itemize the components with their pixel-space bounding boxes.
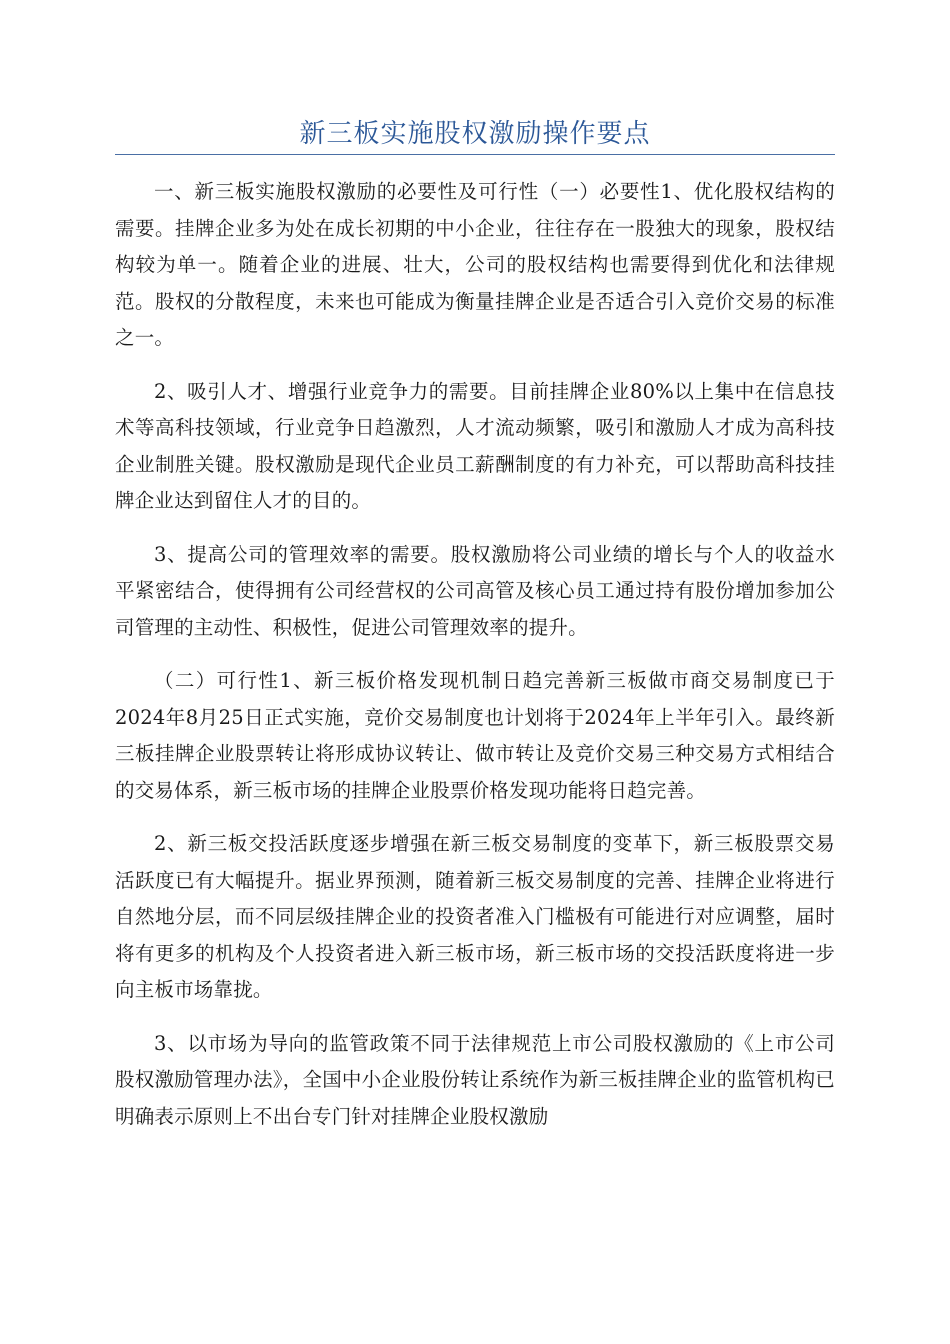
paragraph-necessity-1: 一、新三板实施股权激励的必要性及可行性（一）必要性1、优化股权结构的需要。挂牌企业多为处在成长初期的中小企业，往往存在一股独大的现象，股权结构较为单一。随着企业的进展、壮大，公司的股权结构也需要得到优化和法律规范。股权的分散程度，未来也可能成为衡量挂牌企业是否适合引入竞价交易的标准之一。 [115,180,835,349]
paragraph-feasibility-3: 3、以市场为导向的监管政策不同于法律规范上市公司股权激励的《上市公司股权激励管理办法》，全国中小企业股份转让系统作为新三板挂牌企业的监管机构已明确表示原则上不出台专门针对挂牌企业股权激励 [115,1031,835,1128]
document-body [115,174,835,1152]
paragraph-necessity-2: 2、吸引人才、增强行业竞争力的需要。目前挂牌企业80%以上集中在信息技术等高科技领域，行业竞争日趋激烈，人才流动频繁，吸引和激励人才成为高科技企业制胜关键。股权激励是现代企业员工薪酬制度的有力补充，可以帮助高科技挂牌企业达到留住人才的目的。 [115,379,835,512]
document-title: 新三板实施股权激励操作要点 [299,119,651,149]
paragraph-feasibility-2: 2、新三板交投活跃度逐步增强在新三板交易制度的变革下，新三板股票交易活跃度已有大幅提升。据业界预测，随着新三板交易制度的完善、挂牌企业将进行自然地分层，而不同层级挂牌企业的投资者准入门槛极有可能进行对应调整，届时将有更多的机构及个人投资者进入新三板市场，新三板市场的交投活跃度将进一步向主板市场靠拢。 [115,832,835,1001]
title-underline-divider [115,154,835,155]
paragraph-necessity-3: 3、提高公司的管理效率的需要。股权激励将公司业绩的增长与个人的收益水平紧密结合，使得拥有公司经营权的公司高管及核心员工通过持有股份增加参加公司管理的主动性、积极性，促进公司管理效率的提升。 [115,542,835,639]
paragraph-feasibility-1: （二）可行性1、新三板价格发现机制日趋完善新三板做市商交易制度已于2024年8月25日正式实施，竞价交易制度也计划将于2024年上半年引入。最终新三板挂牌企业股票转让将形成协议转让、做市转让及竞价交易三种交易方式相结合的交易体系，新三板市场的挂牌企业股票价格发现功能将日趋完善。 [115,669,835,802]
